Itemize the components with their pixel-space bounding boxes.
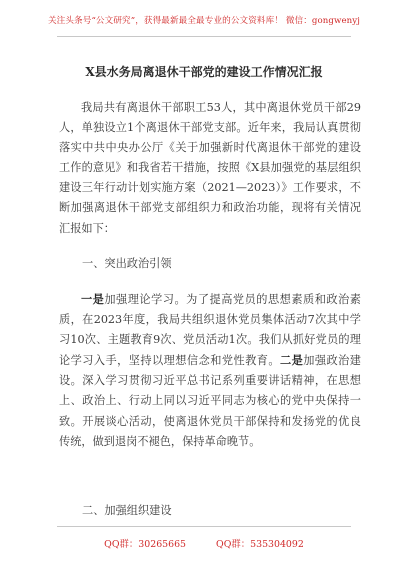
point-lead-2: 二是 — [279, 353, 304, 368]
section-1-paragraph — [59, 289, 361, 452]
footer-qq-group-1: QQ群：30265665 — [104, 539, 187, 550]
point-lead-1: 一是 — [81, 292, 105, 306]
header-banner: 关注头条号“公文研究”，获得最新最全最专业的公文资料库！ 微信：gongwenyj — [47, 16, 361, 26]
header-divider — [57, 36, 351, 37]
section-heading-2: 二、加强组织建设 — [82, 504, 172, 517]
footer-divider — [57, 526, 351, 527]
footer — [0, 536, 408, 550]
section-heading-1: 一、突出政治引领 — [82, 257, 172, 270]
document-title: X县水务局离退休干部党的建设工作情况汇报 — [85, 65, 323, 79]
footer-qq-group-2: QQ群：535304092 — [216, 539, 304, 550]
intro-paragraph: 我局共有离退休干部职工53人，其中离退休党员干部29人，单独设立1个离退休干部党支部。近年来，我局认真贯彻落实中共中央办公厅《关于加强新时代离退休干部党的建设工作的意见》和我省若干措施，按照《X县加强党的基层组织建设三年行动计划实施方案（2021—2023）》工作要求，不断加强离退休干部党支部组织力和政治功能，现将有关情况汇报如下： — [59, 101, 361, 235]
point-text-2: 加强政治建设。深入学习贯彻习近平总书记系列重要讲话精神，在思想上、政治上、行动上同以习近平同志为核心的党中央保持一致。开展谈心活动，使离退休党员干部保持和发扬党的优良传统，做到退岗不褪色，保持革命晚节。 — [59, 354, 361, 448]
point-text-1: 加强理论学习。为了提高党员的思想素质和政治素质，在2023年度，我局共组织退休党员集体活动7次其中学习10次、主题教育9次、党员活动1次。我们从抓好党员的理论学习入手，坚持以理想信念和党性教育。 — [59, 293, 361, 368]
